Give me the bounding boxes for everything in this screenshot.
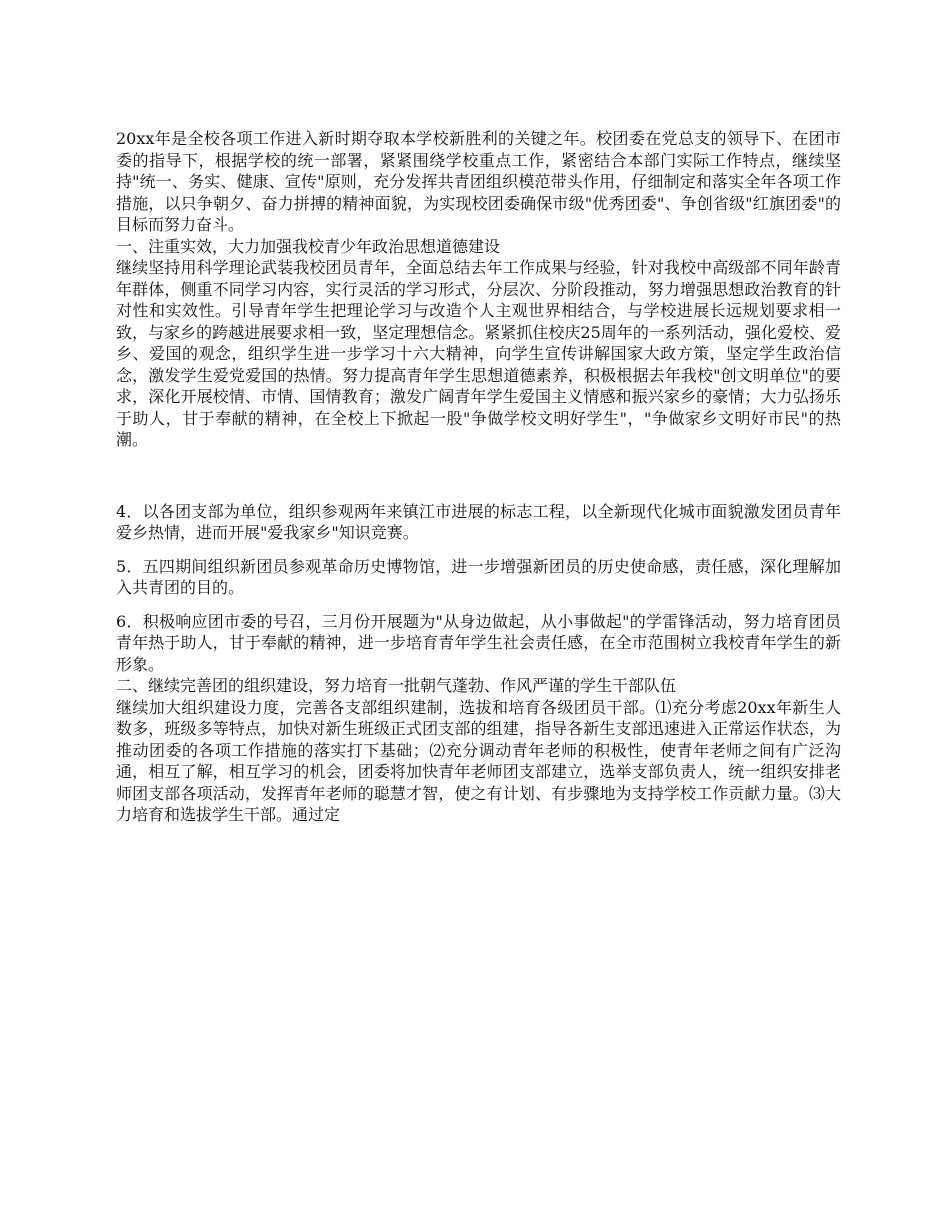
section-1-body: 继续坚持用科学理论武装我校团员青年，全面总结去年工作成果与经验，针对我校中高级部不同年龄青年群体，侧重不同学习内容，实行灵活的学习形式，分层次、分阶段推动，努力增强思想政治教育的针对性和实效性。引导青年学生把理论学习与改造个人主观世界相结合，与学校进展长远规划要求相一致，与家乡的跨越进展要求相一致，坚定理想信念。紧紧抓住校庆25周年的一系列活动，强化爱校、爱乡、爱国的观念，组织学生进一步学习十六大精神，向学生宣传讲解国家大政方策，坚定学生政治信念，激发学生爱党爱国的热情。努力提高青年学生思想道德素养，积极根据去年我校"创文明单位"的要求，深化开展校情、市情、国情教育；激发广阔青年学生爱国主义情感和振兴家乡的豪情；大力弘扬乐于助人，甘于奉献的精神，在全校上下掀起一股"争做学校文明好学生"，"争做家乡文明好市民"的热潮。 xyxy=(116,258,841,449)
item-4-paragraph: 4．以各团支部为单位，组织参观两年来镇江市进展的标志工程，以全新现代化城市面貌激发团员青年爱乡热情，进而开展"爱我家乡"知识竞赛。 xyxy=(116,501,841,542)
item-5-paragraph: 5．五四期间组织新团员参观革命历史博物馆，进一步增强新团员的历史使命感，责任感，深化理解加入共青团的目的。 xyxy=(116,556,841,597)
section-2-heading: 二、继续完善团的组织建设，努力培育一批朝气蓬勃、作风严谨的学生干部队伍 xyxy=(116,676,677,695)
item-6-paragraph: 6．积极响应团市委的号召，三月份开展题为"从身边做起，从小事做起"的学雷锋活动，努力培育团员青年热于助人，甘于奉献的精神，进一步培育青年学生社会责任感，在全市范围树立我校青年学生的新形象。 xyxy=(116,611,841,674)
section-1-heading: 一、注重实效，大力加强我校青少年政治思想道德建设 xyxy=(116,236,501,256)
document-page xyxy=(116,128,841,826)
section-2-body: 继续加大组织建设力度，完善各支部组织建制，选拔和培育各级团员干部。⑴充分考虑20xx年新生人数多，班级多等特点，加快对新生班级正式团支部的组建，指导各新生支部迅速进入正常运作状态，为推动团委的各项工作措施的落实打下基础；⑵充分调动青年老师的积极性，使青年老师之间有广泛沟通，相互了解，相互学习的机会，团委将加快青年老师团支部建立，选举支部负责人，统一组织安排老师团支部各项活动，发挥青年老师的聪慧才智，使之有计划、有步骤地为支持学校工作贡献力量。⑶大力培育和选拔学生干部。通过定 xyxy=(116,697,841,824)
intro-paragraph: 20xx年是全校各项工作进入新时期夺取本学校新胜利的关键之年。校团委在党总支的领导下、在团市委的指导下，根据学校的统一部署，紧紧围绕学校重点工作，紧密结合本部门实际工作特点，继续坚持"统一、务实、健康、宣传"原则，充分发挥共青团组织模范带头作用，仔细制定和落实全年各项工作措施，以只争朝夕、奋力拼搏的精神面貌，为实现校团委确保市级"优秀团委"、争创省级"红旗团委"的目标而努力奋斗。 xyxy=(116,129,841,234)
section-gap xyxy=(116,451,841,501)
